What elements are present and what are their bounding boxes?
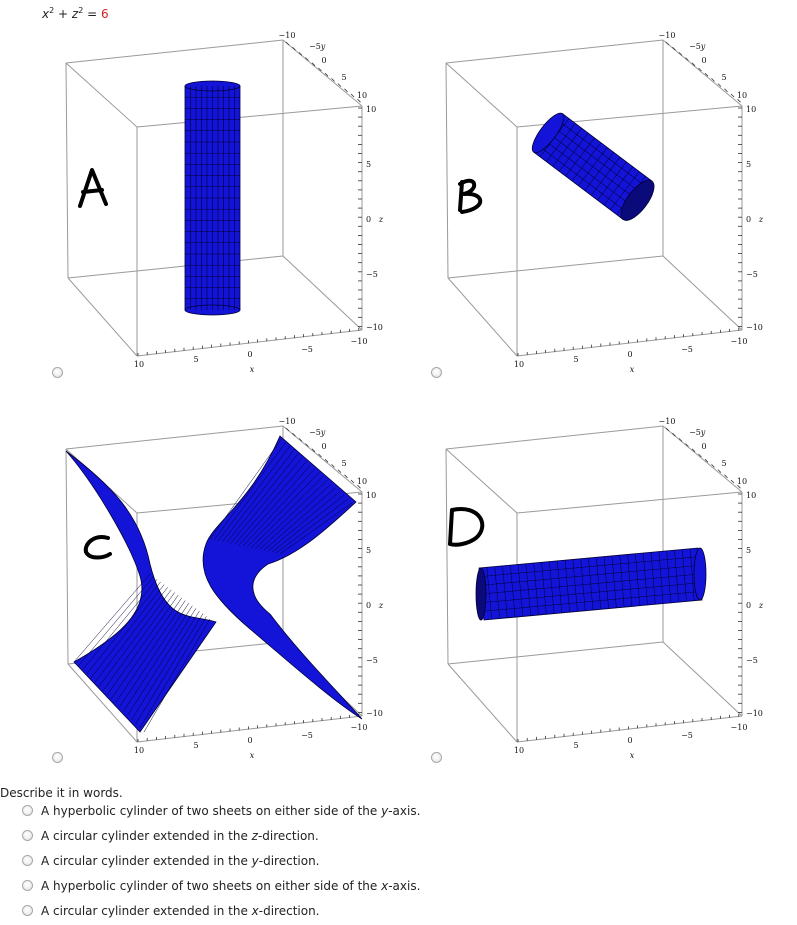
y-tick-label: 10 (356, 477, 368, 486)
x-axis-label: x (629, 751, 635, 760)
y-tick-label: −5 (689, 42, 701, 51)
x-tick-label: −10 (350, 337, 368, 346)
y-axis-label: y (700, 42, 706, 51)
x-axis-label: x (629, 365, 635, 374)
box-edge (68, 278, 137, 356)
z-axis-label: z (758, 601, 764, 610)
z-tick-label: 5 (746, 160, 752, 169)
y-tick-label: 5 (341, 459, 347, 468)
z-tick-label: 5 (366, 546, 372, 555)
hyperbolic-sheet-right (203, 436, 362, 719)
question-text: Describe it in words. (0, 786, 123, 800)
y-axis-label: y (320, 42, 326, 51)
graph-panel-b (380, 28, 764, 406)
y-tick-label: 5 (721, 459, 727, 468)
y-axis-label: y (700, 428, 706, 437)
y-tick-label: 10 (736, 91, 748, 100)
x-tick-label: 0 (627, 736, 633, 745)
graph-panel-c (0, 414, 384, 792)
graph-panel-a (0, 28, 384, 406)
box-edge (66, 63, 137, 127)
graph-b-radio[interactable] (431, 367, 442, 378)
box-edge (663, 256, 742, 330)
z-tick-label: 10 (746, 491, 757, 500)
x-tick-label: 10 (133, 746, 145, 755)
z-tick-label: 5 (746, 546, 752, 555)
box-edge (448, 278, 517, 356)
box-edge (446, 426, 663, 449)
y-tick-label: −10 (278, 31, 296, 40)
x-tick-label: 0 (247, 350, 253, 359)
z-tick-label: −5 (366, 656, 378, 665)
box-edge (446, 449, 448, 664)
y-tick-label: 5 (341, 73, 347, 82)
choice-4-label: A hyperbolic cylinder of two sheets on either side of the x-axis. (41, 879, 421, 893)
z-tick-label: 0 (366, 601, 372, 610)
y-tick-label: 0 (321, 56, 327, 65)
cylinder-group (527, 109, 660, 226)
z-tick-label: 10 (366, 105, 377, 114)
handwritten-letter-c (86, 537, 110, 557)
z-axis-label: z (378, 601, 384, 610)
box-edge (448, 256, 663, 278)
x-tick-label: 5 (573, 741, 579, 750)
y-tick-label: −5 (309, 42, 321, 51)
z-tick-label: 10 (366, 491, 377, 500)
y-tick-label: 10 (736, 477, 748, 486)
choice-2-label: A circular cylinder extended in the z-direction. (41, 829, 319, 843)
z-tick-label: 0 (746, 215, 752, 224)
box-edge (663, 642, 742, 716)
y-tick-label: −5 (689, 428, 701, 437)
z-tick-label: 5 (366, 160, 372, 169)
choice-5-radio[interactable] (22, 905, 33, 916)
choice-1-radio[interactable] (22, 805, 33, 816)
cylinder-cap (694, 548, 706, 600)
box-edge (283, 256, 362, 330)
x-tick-label: 10 (133, 360, 145, 369)
graph-a (0, 28, 384, 378)
box-edge (66, 449, 68, 664)
handwritten-letter-a (80, 170, 106, 206)
x-tick-label: 5 (193, 741, 199, 750)
y-tick-label: −10 (658, 417, 676, 426)
x-tick-label: 5 (573, 355, 579, 364)
x-tick-label: 10 (513, 746, 525, 755)
box-edge (68, 256, 283, 278)
box-edge (448, 664, 517, 742)
box-edge (66, 63, 68, 278)
z-tick-label: −10 (366, 709, 383, 718)
handwritten-letter-d (450, 509, 482, 545)
x-tick-label: −10 (730, 723, 748, 732)
x-tick-label: 0 (247, 736, 253, 745)
choice-3-label: A circular cylinder extended in the y-direction. (41, 854, 320, 868)
box-edge (66, 426, 283, 449)
y-tick-label: 0 (321, 442, 327, 451)
graph-a-radio[interactable] (52, 367, 63, 378)
x-tick-label: −5 (301, 731, 313, 740)
x-tick-label: −5 (301, 345, 313, 354)
z-tick-label: −5 (746, 656, 758, 665)
box-edge (137, 106, 362, 127)
x-tick-label: −5 (681, 731, 693, 740)
y-axis-label: y (320, 428, 326, 437)
x-axis-label: x (249, 365, 255, 374)
z-tick-label: 0 (366, 215, 372, 224)
z-tick-label: −10 (366, 323, 383, 332)
x-tick-label: 0 (627, 350, 633, 359)
x-tick-label: −5 (681, 345, 693, 354)
graph-panel-d (380, 414, 764, 792)
z-axis-label: z (758, 215, 764, 224)
y-tick-label: 0 (701, 56, 707, 65)
graph-b (380, 28, 764, 378)
equation: $x^2 + z^2 = 6$ (42, 6, 109, 21)
y-tick-label: 5 (721, 73, 727, 82)
x-tick-label: 10 (513, 360, 525, 369)
x-tick-label: 5 (193, 355, 199, 364)
handwritten-letter-b (460, 181, 480, 212)
z-tick-label: −5 (366, 270, 378, 279)
y-tick-label: −5 (309, 428, 321, 437)
x-axis-label: x (249, 751, 255, 760)
graph-d (380, 414, 764, 764)
choice-2-radio[interactable] (22, 830, 33, 841)
z-axis-label: z (378, 215, 384, 224)
z-tick-label: −10 (746, 709, 763, 718)
z-tick-label: −5 (746, 270, 758, 279)
box-edge (446, 63, 448, 278)
choice-4-radio[interactable] (22, 880, 33, 891)
y-tick-label: 0 (701, 442, 707, 451)
graph-c (0, 414, 384, 764)
box-edge (446, 40, 663, 63)
cylinder-cap (476, 568, 486, 620)
graph-c-radio[interactable] (52, 752, 63, 763)
z-tick-label: 10 (746, 105, 757, 114)
z-tick-label: −10 (746, 323, 763, 332)
x-tick-label: −10 (350, 723, 368, 732)
box-edge (517, 492, 742, 513)
y-tick-label: −10 (278, 417, 296, 426)
choice-5-label: A circular cylinder extended in the x-direction. (41, 904, 320, 918)
y-tick-label: −10 (658, 31, 676, 40)
z-tick-label: 0 (746, 601, 752, 610)
box-edge (66, 40, 283, 63)
x-tick-label: −10 (730, 337, 748, 346)
box-edge (448, 642, 663, 664)
graph-d-radio[interactable] (431, 752, 442, 763)
box-edge (446, 63, 517, 127)
box-edge (446, 449, 517, 513)
choice-3-radio[interactable] (22, 855, 33, 866)
choice-1-label: A hyperbolic cylinder of two sheets on either side of the y-axis. (41, 804, 421, 818)
y-tick-label: 10 (356, 91, 368, 100)
